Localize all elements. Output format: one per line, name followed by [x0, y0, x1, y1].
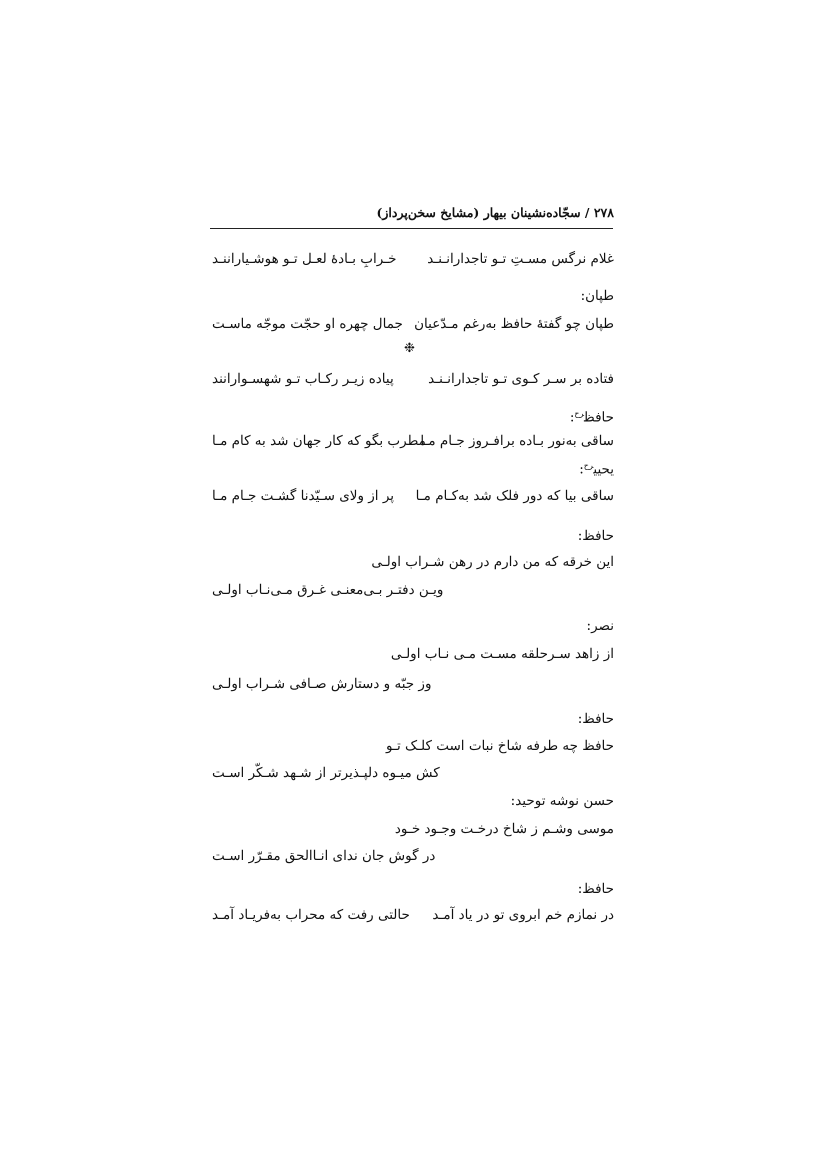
- speaker-name: حافظ: [584, 409, 614, 426]
- label-colon: :: [579, 461, 584, 478]
- honorific-mark: رح: [574, 409, 584, 418]
- hemistich: غلام نرگس مسـتِ تـو تاجدارانـنـد: [427, 251, 614, 267]
- speaker-label: حافظ:: [577, 528, 614, 544]
- hemistich: جمال چهره او حجّت موجّه ماسـت: [212, 316, 403, 332]
- hemistich: حالتی رفت که محراب به‌فریـاد آمـد: [212, 907, 410, 923]
- speaker-label: [579, 457, 614, 479]
- label-colon: :: [569, 409, 575, 426]
- hemistich: خـرابِ بـادهٔ لعـل تـو هوشـیاراننـد: [212, 251, 397, 267]
- hemistich: پیاده زیـر رکـاب تـو شهسـوارانند: [212, 371, 394, 387]
- hemistich: در نمازم خم ابروی تو در یاد آمـد: [432, 907, 614, 923]
- hemistich: طپان چو گفتهٔ حافظ به‌رغم مـدّعیان: [414, 316, 614, 332]
- speaker-label: [570, 405, 614, 427]
- speaker-label: نصر:: [586, 618, 614, 634]
- header-separator: /: [584, 205, 590, 220]
- speaker-label: حافظ:: [577, 881, 614, 897]
- hemistich: این خرقه که من دارم در رهن شـراب اولـی: [371, 554, 614, 570]
- hemistich: ویـن دفتـر بـی‌معنـی غـرق مـی‌نـاب اولـی: [212, 582, 444, 598]
- speaker-label: حسن نوشه توحید:: [510, 793, 614, 809]
- hemistich: از زاهد سـرحلقه مسـت مـی نـاب اولـی: [390, 646, 614, 662]
- book-title: سجّاده‌نشینان بیهار (مشایخ سخن‌پرداز): [376, 205, 581, 220]
- speaker-label: طپان:: [580, 288, 614, 304]
- hemistich: ساقی به‌نور بـاده برافـروز جـام مـا: [420, 433, 614, 449]
- hemistich: کش میـوه دلپـذیرتر از شـهد شـکّر اسـت: [212, 765, 440, 781]
- hemistich: فتاده بر سـر کـوی تـو تاجدارانـنـد: [428, 371, 614, 387]
- asterisk-ornament: ❉: [404, 341, 415, 356]
- hemistich: حافظ چه طرفه شاخ نبات است کلـک تـو: [386, 738, 614, 754]
- hemistich: ساقی بیا که دور فلک شد به‌کـام مـا: [415, 488, 614, 504]
- hemistich: موسی وشـم ز شاخ درخـت وجـود خـود: [394, 821, 614, 837]
- hemistich: پر از ولای سـیّدنا گشـت جـام مـا: [212, 488, 395, 504]
- speaker-name: یحیی: [593, 461, 614, 478]
- hemistich: وز جبّه و دستارش صـافی شـراب اولـی: [212, 676, 432, 692]
- speaker-label: حافظ:: [577, 711, 614, 727]
- running-header: [376, 205, 614, 220]
- hemistich: در گوش جان ندای انـاالحق مقـرّر اسـت: [212, 848, 436, 864]
- header-rule: [210, 228, 613, 229]
- page-number: ۲۷۸: [593, 205, 614, 220]
- hemistich: مطرب بگو که کار جهان شد به کام مـا: [212, 433, 426, 449]
- honorific-mark: رح: [583, 461, 594, 470]
